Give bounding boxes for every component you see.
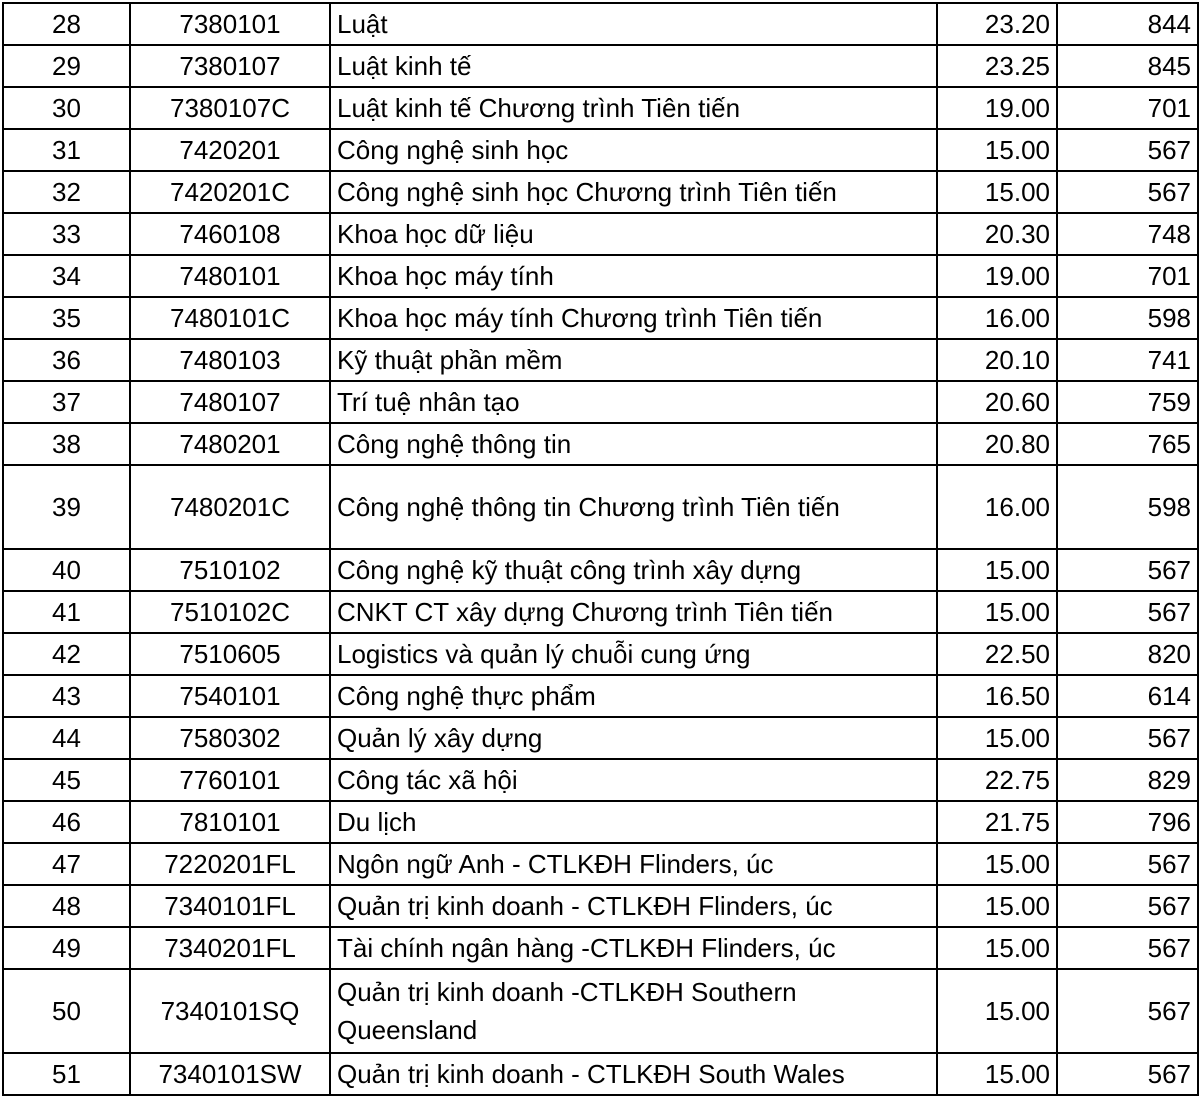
- program-name: Công nghệ kỹ thuật công trình xây dựng: [330, 549, 937, 591]
- rank-value: 567: [1057, 549, 1198, 591]
- cutoff-score: 20.10: [937, 339, 1057, 381]
- table-row: [3, 297, 1198, 339]
- program-code: 7510605: [130, 633, 330, 675]
- row-number: 50: [3, 969, 130, 1053]
- table-row: [3, 633, 1198, 675]
- row-number: 46: [3, 801, 130, 843]
- row-number: 44: [3, 717, 130, 759]
- program-code: 7380107C: [130, 87, 330, 129]
- program-name: Công nghệ thông tin Chương trình Tiên tiến: [330, 465, 937, 549]
- row-number: 49: [3, 927, 130, 969]
- cutoff-score: 20.80: [937, 423, 1057, 465]
- program-name: Khoa học dữ liệu: [330, 213, 937, 255]
- program-name: Khoa học máy tính Chương trình Tiên tiến: [330, 297, 937, 339]
- cutoff-score: 22.50: [937, 633, 1057, 675]
- row-number: 42: [3, 633, 130, 675]
- program-code: 7510102: [130, 549, 330, 591]
- program-name: Quản trị kinh doanh - CTLKĐH Flinders, úc: [330, 885, 937, 927]
- row-number: 43: [3, 675, 130, 717]
- program-name: Luật kinh tế: [330, 45, 937, 87]
- cutoff-score: 15.00: [937, 171, 1057, 213]
- program-code: 7460108: [130, 213, 330, 255]
- program-name: Logistics và quản lý chuỗi cung ứng: [330, 633, 937, 675]
- row-number: 40: [3, 549, 130, 591]
- table-row: [3, 717, 1198, 759]
- row-number: 30: [3, 87, 130, 129]
- cutoff-score: 15.00: [937, 969, 1057, 1053]
- program-name: Tài chính ngân hàng -CTLKĐH Flinders, úc: [330, 927, 937, 969]
- table-row: [3, 171, 1198, 213]
- table-row: [3, 255, 1198, 297]
- rank-value: 820: [1057, 633, 1198, 675]
- program-name: Quản trị kinh doanh - CTLKĐH South Wales: [330, 1053, 937, 1095]
- program-name: Công nghệ thực phẩm: [330, 675, 937, 717]
- cutoff-score: 15.00: [937, 927, 1057, 969]
- rank-value: 765: [1057, 423, 1198, 465]
- program-name: Công nghệ sinh học Chương trình Tiên tiến: [330, 171, 937, 213]
- table-row: [3, 549, 1198, 591]
- program-code: 7340101SQ: [130, 969, 330, 1053]
- table-row: [3, 885, 1198, 927]
- program-code: 7340101SW: [130, 1053, 330, 1095]
- program-name: Trí tuệ nhân tạo: [330, 381, 937, 423]
- rank-value: 701: [1057, 87, 1198, 129]
- program-code: 7540101: [130, 675, 330, 717]
- table-row: [3, 801, 1198, 843]
- table-row: [3, 465, 1198, 549]
- table-row: [3, 45, 1198, 87]
- table-row: [3, 339, 1198, 381]
- cutoff-score: 21.75: [937, 801, 1057, 843]
- program-code: 7340101FL: [130, 885, 330, 927]
- program-name: Kỹ thuật phần mềm: [330, 339, 937, 381]
- program-name: Quản lý xây dựng: [330, 717, 937, 759]
- row-number: 48: [3, 885, 130, 927]
- cutoff-score: 15.00: [937, 591, 1057, 633]
- cutoff-score: 20.60: [937, 381, 1057, 423]
- cutoff-score: 16.00: [937, 297, 1057, 339]
- program-code: 7480101C: [130, 297, 330, 339]
- cutoff-score: 15.00: [937, 129, 1057, 171]
- cutoff-score: 22.75: [937, 759, 1057, 801]
- row-number: 28: [3, 3, 130, 45]
- rank-value: 741: [1057, 339, 1198, 381]
- program-name: Công nghệ sinh học: [330, 129, 937, 171]
- program-code: 7510102C: [130, 591, 330, 633]
- program-name: Công nghệ thông tin: [330, 423, 937, 465]
- row-number: 41: [3, 591, 130, 633]
- program-code: 7420201: [130, 129, 330, 171]
- program-code: 7480201: [130, 423, 330, 465]
- rank-value: 598: [1057, 465, 1198, 549]
- program-code: 7380101: [130, 3, 330, 45]
- program-code: 7380107: [130, 45, 330, 87]
- program-name: Quản trị kinh doanh -CTLKĐH Southern Queensland: [330, 969, 937, 1053]
- row-number: 31: [3, 129, 130, 171]
- cutoff-score: 15.00: [937, 843, 1057, 885]
- program-code: 7580302: [130, 717, 330, 759]
- cutoff-score: 16.50: [937, 675, 1057, 717]
- cutoff-score: 15.00: [937, 549, 1057, 591]
- program-name: Khoa học máy tính: [330, 255, 937, 297]
- table-row: [3, 381, 1198, 423]
- row-number: 47: [3, 843, 130, 885]
- row-number: 35: [3, 297, 130, 339]
- cutoff-score: 15.00: [937, 717, 1057, 759]
- cutoff-score: 23.25: [937, 45, 1057, 87]
- rank-value: 567: [1057, 969, 1198, 1053]
- rank-value: 598: [1057, 297, 1198, 339]
- rank-value: 567: [1057, 129, 1198, 171]
- rank-value: 614: [1057, 675, 1198, 717]
- admission-score-table: [2, 2, 1199, 1096]
- table-row: [3, 591, 1198, 633]
- cutoff-score: 15.00: [937, 1053, 1057, 1095]
- table-row: [3, 87, 1198, 129]
- program-code: 7420201C: [130, 171, 330, 213]
- row-number: 45: [3, 759, 130, 801]
- program-name: Luật: [330, 3, 937, 45]
- program-code: 7340201FL: [130, 927, 330, 969]
- cutoff-score: 23.20: [937, 3, 1057, 45]
- rank-value: 567: [1057, 843, 1198, 885]
- rank-value: 567: [1057, 885, 1198, 927]
- table-row: [3, 927, 1198, 969]
- program-name: CNKT CT xây dựng Chương trình Tiên tiến: [330, 591, 937, 633]
- cutoff-score: 19.00: [937, 255, 1057, 297]
- table-body: [3, 3, 1198, 1095]
- table-row: [3, 843, 1198, 885]
- program-name: Ngôn ngữ Anh - CTLKĐH Flinders, úc: [330, 843, 937, 885]
- cutoff-score: 20.30: [937, 213, 1057, 255]
- rank-value: 748: [1057, 213, 1198, 255]
- program-name: Công tác xã hội: [330, 759, 937, 801]
- row-number: 37: [3, 381, 130, 423]
- table-row: [3, 129, 1198, 171]
- table-row: [3, 759, 1198, 801]
- rank-value: 567: [1057, 927, 1198, 969]
- row-number: 32: [3, 171, 130, 213]
- rank-value: 759: [1057, 381, 1198, 423]
- program-code: 7810101: [130, 801, 330, 843]
- program-code: 7480201C: [130, 465, 330, 549]
- program-code: 7480101: [130, 255, 330, 297]
- program-name: Luật kinh tế Chương trình Tiên tiến: [330, 87, 937, 129]
- row-number: 29: [3, 45, 130, 87]
- rank-value: 701: [1057, 255, 1198, 297]
- table-row: [3, 213, 1198, 255]
- table-row: [3, 3, 1198, 45]
- row-number: 38: [3, 423, 130, 465]
- row-number: 34: [3, 255, 130, 297]
- rank-value: 567: [1057, 591, 1198, 633]
- program-code: 7220201FL: [130, 843, 330, 885]
- table-row: [3, 1053, 1198, 1095]
- rank-value: 829: [1057, 759, 1198, 801]
- rank-value: 845: [1057, 45, 1198, 87]
- row-number: 33: [3, 213, 130, 255]
- cutoff-score: 19.00: [937, 87, 1057, 129]
- row-number: 36: [3, 339, 130, 381]
- cutoff-score: 15.00: [937, 885, 1057, 927]
- rank-value: 796: [1057, 801, 1198, 843]
- rank-value: 567: [1057, 171, 1198, 213]
- table-row: [3, 675, 1198, 717]
- rank-value: 567: [1057, 717, 1198, 759]
- rank-value: 567: [1057, 1053, 1198, 1095]
- rank-value: 844: [1057, 3, 1198, 45]
- program-code: 7760101: [130, 759, 330, 801]
- program-name: Du lịch: [330, 801, 937, 843]
- table-row: [3, 423, 1198, 465]
- cutoff-score: 16.00: [937, 465, 1057, 549]
- table-row: [3, 969, 1198, 1053]
- row-number: 51: [3, 1053, 130, 1095]
- row-number: 39: [3, 465, 130, 549]
- program-code: 7480107: [130, 381, 330, 423]
- program-code: 7480103: [130, 339, 330, 381]
